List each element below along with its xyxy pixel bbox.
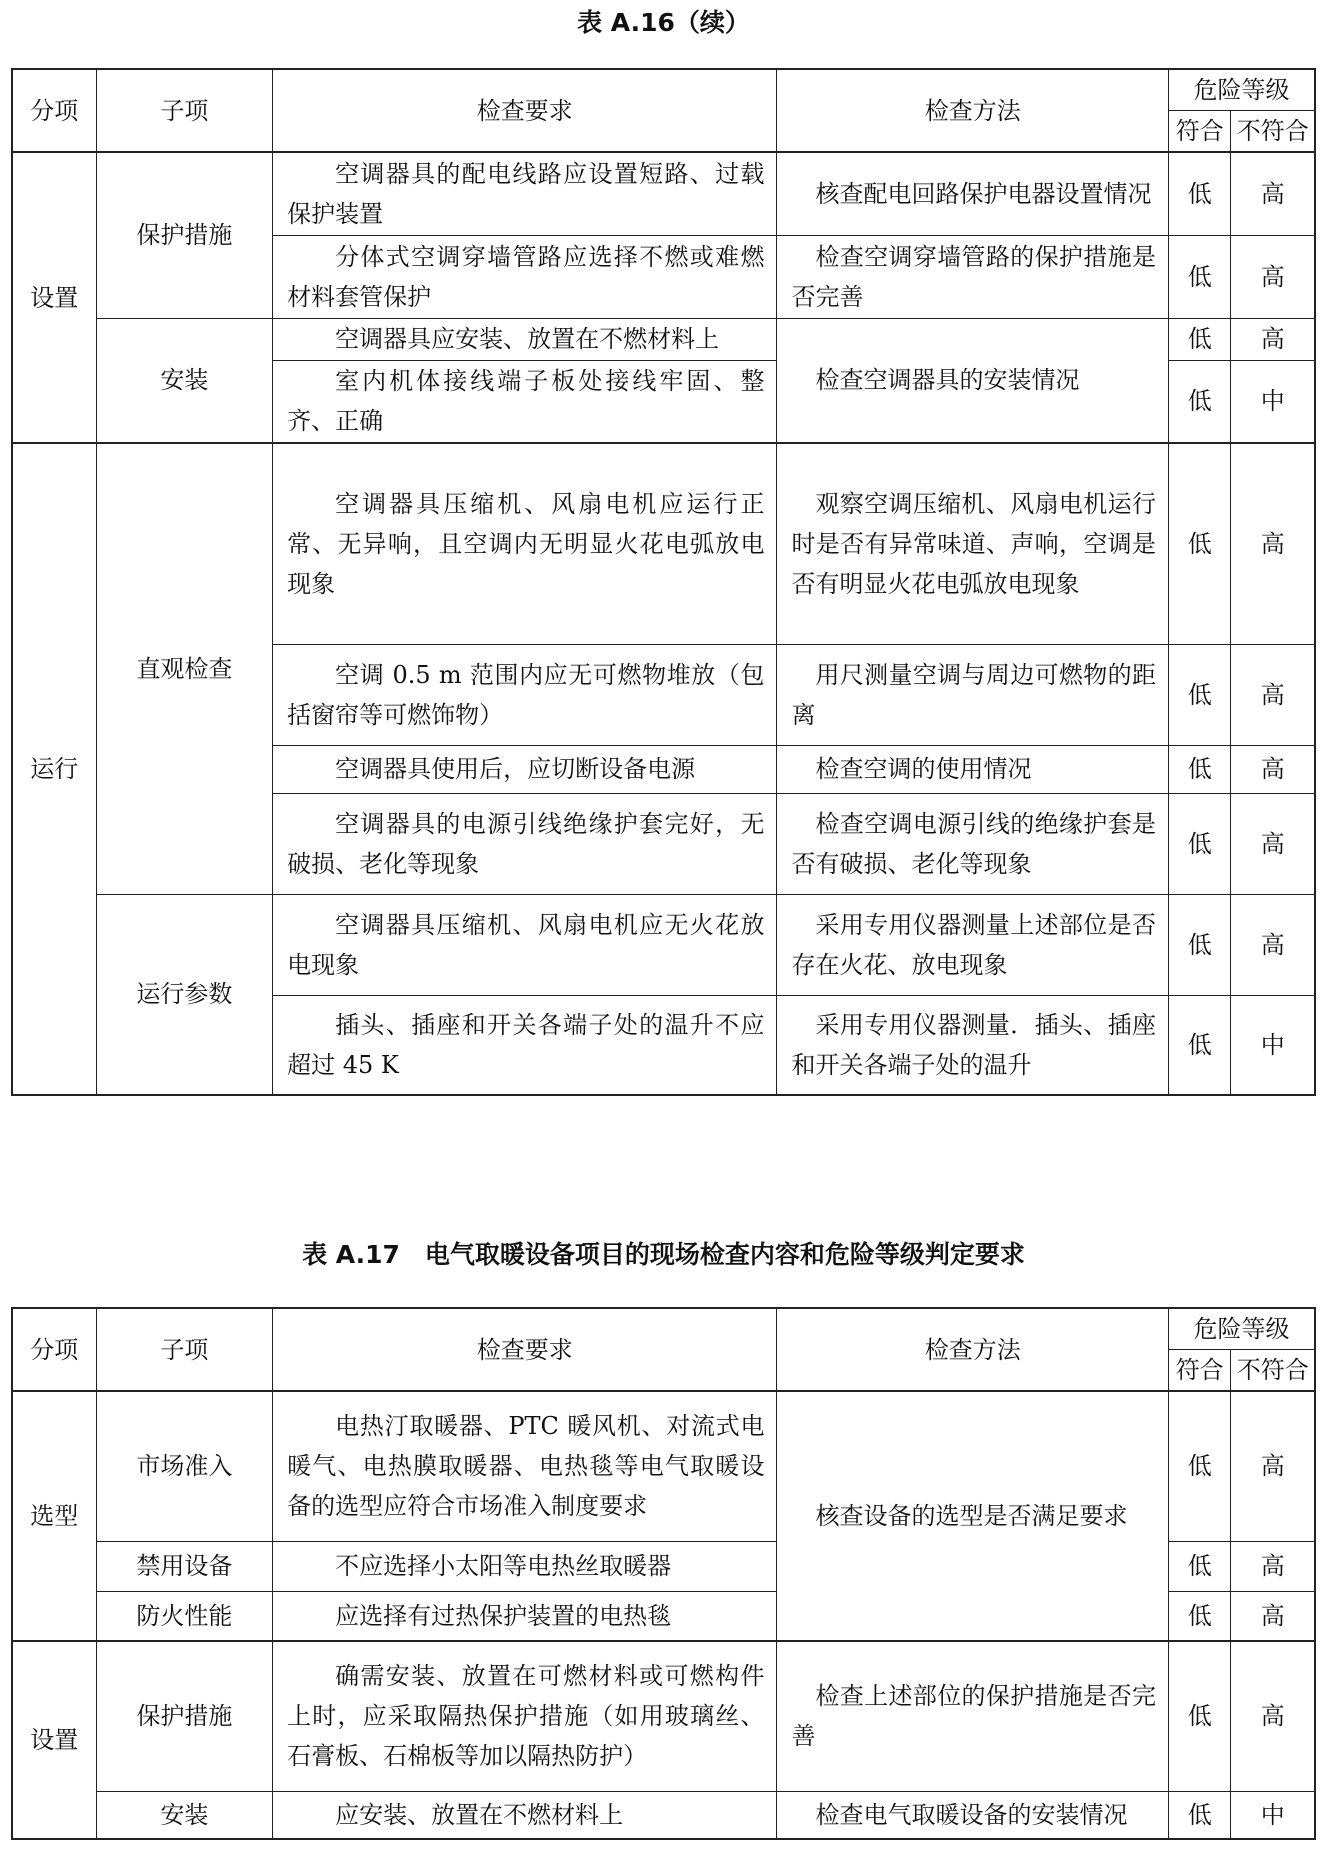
subitem-cell: 保护措施 (96, 152, 273, 318)
method-cell: 检查空调穿墙管路的保护措施是否完善 (777, 235, 1169, 318)
comply-level-cell: 低 (1168, 318, 1230, 360)
not-comply-level-cell: 高 (1231, 1541, 1315, 1591)
comply-level-cell: 低 (1168, 443, 1230, 644)
subitem-cell: 防火性能 (96, 1591, 273, 1641)
requirement-cell: 应选择有过热保护装置的电热毯 (273, 1591, 777, 1641)
requirement-cell: 空调器具压缩机、风扇电机应运行正常、无异响，且空调内无明显火花电弧放电现象 (273, 443, 777, 644)
not-comply-level-cell: 高 (1231, 894, 1315, 995)
method-cell: 用尺测量空调与周边可燃物的距离 (777, 644, 1169, 745)
method-cell: 采用专用仪器测量上述部位是否存在火花、放电现象 (777, 894, 1169, 995)
table-row (12, 443, 1315, 644)
category-cell: 设置 (12, 152, 96, 443)
table-row (12, 894, 1315, 995)
comply-level-cell: 低 (1168, 1541, 1230, 1591)
subitem-cell: 安装 (96, 1791, 273, 1839)
requirement-cell: 空调器具的配电线路应设置短路、过载保护装置 (273, 152, 777, 235)
not-comply-level-cell: 高 (1231, 1391, 1315, 1541)
requirement-cell: 应安装、放置在不燃材料上 (273, 1791, 777, 1839)
not-comply-level-cell: 高 (1231, 644, 1315, 745)
requirement-cell: 空调器具压缩机、风扇电机应无火花放电现象 (273, 894, 777, 995)
header-subitem: 子项 (96, 1308, 273, 1391)
comply-level-cell: 低 (1168, 1791, 1230, 1839)
header-requirement: 检查要求 (273, 69, 777, 152)
requirement-cell: 空调器具应安装、放置在不燃材料上 (273, 318, 777, 360)
method-cell: 采用专用仪器测量．插头、插座和开关各端子处的温升 (777, 995, 1169, 1095)
requirement-cell: 插头、插座和开关各端子处的温升不应超过 45 K (273, 995, 777, 1095)
table-a17 (11, 1307, 1316, 1840)
table-row (12, 318, 1315, 360)
requirement-cell: 不应选择小太阳等电热丝取暖器 (273, 1541, 777, 1591)
table-a16 (11, 68, 1316, 1096)
comply-level-cell: 低 (1168, 894, 1230, 995)
header-category: 分项 (12, 1308, 96, 1391)
comply-level-cell: 低 (1168, 235, 1230, 318)
category-cell: 选型 (12, 1391, 96, 1641)
table-row (12, 1791, 1315, 1839)
method-cell: 检查上述部位的保护措施是否完善 (777, 1641, 1169, 1791)
table-row (12, 152, 1315, 235)
method-cell: 核查设备的选型是否满足要求 (777, 1391, 1169, 1641)
requirement-cell: 确需安装、放置在可燃材料或可燃构件上时，应采取隔热保护措施（如用玻璃丝、石膏板、石棉板等加以隔热防护） (273, 1641, 777, 1791)
subitem-cell: 直观检查 (96, 443, 273, 894)
comply-level-cell: 低 (1168, 360, 1230, 443)
category-cell: 运行 (12, 443, 96, 1095)
not-comply-level-cell: 中 (1231, 995, 1315, 1095)
table-row (12, 1641, 1315, 1791)
requirement-cell: 空调 0.5 m 范围内应无可燃物堆放（包括窗帘等可燃饰物） (273, 644, 777, 745)
not-comply-level-cell: 高 (1231, 152, 1315, 235)
not-comply-level-cell: 中 (1231, 1791, 1315, 1839)
subitem-cell: 保护措施 (96, 1641, 273, 1791)
comply-level-cell: 低 (1168, 745, 1230, 793)
header-requirement: 检查要求 (273, 1308, 777, 1391)
table-a17-caption: 表 A.17 电气取暖设备项目的现场检查内容和危险等级判定要求 (302, 1240, 1025, 1269)
header-comply: 符合 (1168, 111, 1230, 153)
subitem-cell: 安装 (96, 318, 273, 443)
table-row (12, 1391, 1315, 1541)
header-not-comply: 不符合 (1231, 1350, 1315, 1392)
not-comply-level-cell: 高 (1231, 793, 1315, 894)
not-comply-level-cell: 高 (1231, 318, 1315, 360)
comply-level-cell: 低 (1168, 1641, 1230, 1791)
subitem-cell: 禁用设备 (96, 1541, 273, 1591)
subitem-cell: 运行参数 (96, 894, 273, 1095)
requirement-cell: 分体式空调穿墙管路应选择不燃或难燃材料套管保护 (273, 235, 777, 318)
requirement-cell: 电热汀取暖器、PTC 暖风机、对流式电暖气、电热膜取暖器、电热毯等电气取暖设备的选型应符合市场准入制度要求 (273, 1391, 777, 1541)
method-cell: 观察空调压缩机、风扇电机运行时是否有异常味道、声响，空调是否有明显火花电弧放电现象 (777, 443, 1169, 644)
method-cell: 核查配电回路保护电器设置情况 (777, 152, 1169, 235)
header-risk-level: 危险等级 (1168, 69, 1315, 111)
comply-level-cell: 低 (1168, 793, 1230, 894)
comply-level-cell: 低 (1168, 1391, 1230, 1541)
requirement-cell: 室内机体接线端子板处接线牢固、整齐、正确 (273, 360, 777, 443)
header-method: 检查方法 (777, 69, 1169, 152)
not-comply-level-cell: 高 (1231, 443, 1315, 644)
not-comply-level-cell: 高 (1231, 1641, 1315, 1791)
not-comply-level-cell: 高 (1231, 745, 1315, 793)
method-cell: 检查空调的使用情况 (777, 745, 1169, 793)
method-cell: 检查电气取暖设备的安装情况 (777, 1791, 1169, 1839)
category-cell: 设置 (12, 1641, 96, 1839)
method-cell: 检查空调电源引线的绝缘护套是否有破损、老化等现象 (777, 793, 1169, 894)
method-cell: 检查空调器具的安装情况 (777, 318, 1169, 443)
requirement-cell: 空调器具的电源引线绝缘护套完好，无破损、老化等现象 (273, 793, 777, 894)
comply-level-cell: 低 (1168, 644, 1230, 745)
header-not-comply: 不符合 (1231, 111, 1315, 153)
header-method: 检查方法 (777, 1308, 1169, 1391)
table-a16-caption: 表 A.16（续） (577, 8, 750, 37)
subitem-cell: 市场准入 (96, 1391, 273, 1541)
not-comply-level-cell: 高 (1231, 1591, 1315, 1641)
not-comply-level-cell: 中 (1231, 360, 1315, 443)
not-comply-level-cell: 高 (1231, 235, 1315, 318)
header-subitem: 子项 (96, 69, 273, 152)
requirement-cell: 空调器具使用后，应切断设备电源 (273, 745, 777, 793)
header-risk-level: 危险等级 (1168, 1308, 1315, 1350)
comply-level-cell: 低 (1168, 995, 1230, 1095)
comply-level-cell: 低 (1168, 152, 1230, 235)
comply-level-cell: 低 (1168, 1591, 1230, 1641)
header-category: 分项 (12, 69, 96, 152)
header-comply: 符合 (1168, 1350, 1230, 1392)
